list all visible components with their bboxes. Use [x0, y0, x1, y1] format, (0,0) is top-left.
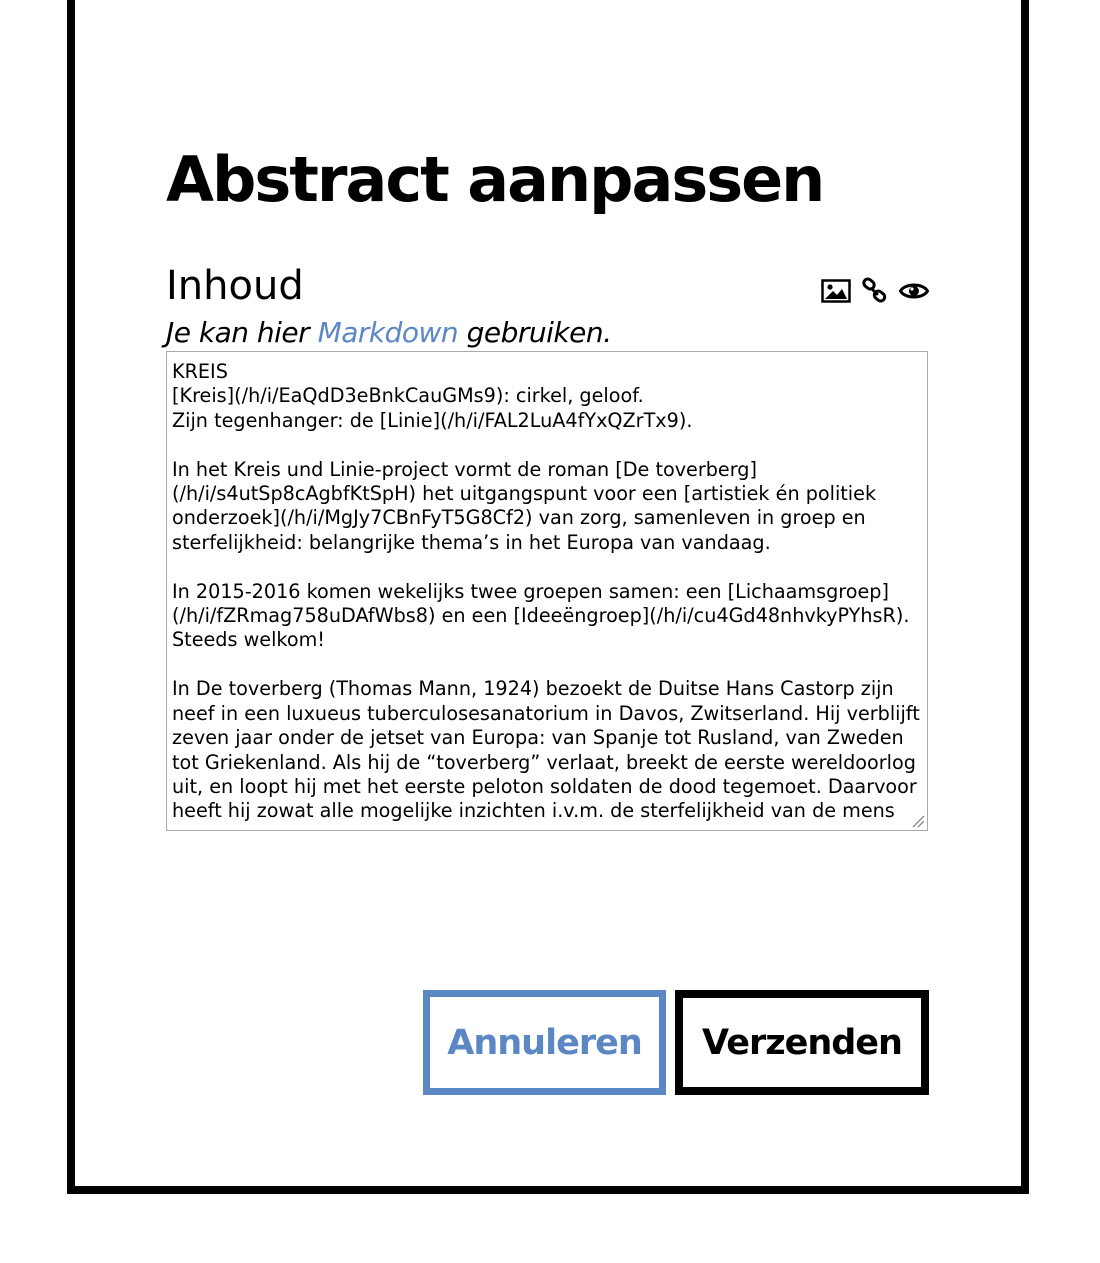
- resize-handle-icon[interactable]: [911, 814, 925, 828]
- submit-button[interactable]: Verzenden: [675, 990, 929, 1095]
- content-textarea[interactable]: [167, 352, 927, 830]
- insert-image-button[interactable]: [820, 276, 852, 306]
- preview-button[interactable]: [898, 276, 930, 306]
- hint-prefix: Je kan hier: [166, 316, 318, 349]
- cancel-button[interactable]: Annuleren: [423, 990, 666, 1095]
- dialog-title: Abstract aanpassen: [166, 143, 824, 216]
- eye-icon: [899, 280, 929, 302]
- markdown-link[interactable]: Markdown: [317, 316, 459, 349]
- hint-suffix: gebruiken.: [458, 316, 612, 349]
- link-icon: [861, 277, 889, 305]
- insert-link-button[interactable]: [859, 276, 891, 306]
- markdown-hint: [166, 314, 611, 352]
- content-section-label: Inhoud: [166, 263, 304, 309]
- editor-toolbar: [820, 276, 930, 306]
- content-editor: [166, 351, 928, 831]
- image-icon: [821, 279, 851, 303]
